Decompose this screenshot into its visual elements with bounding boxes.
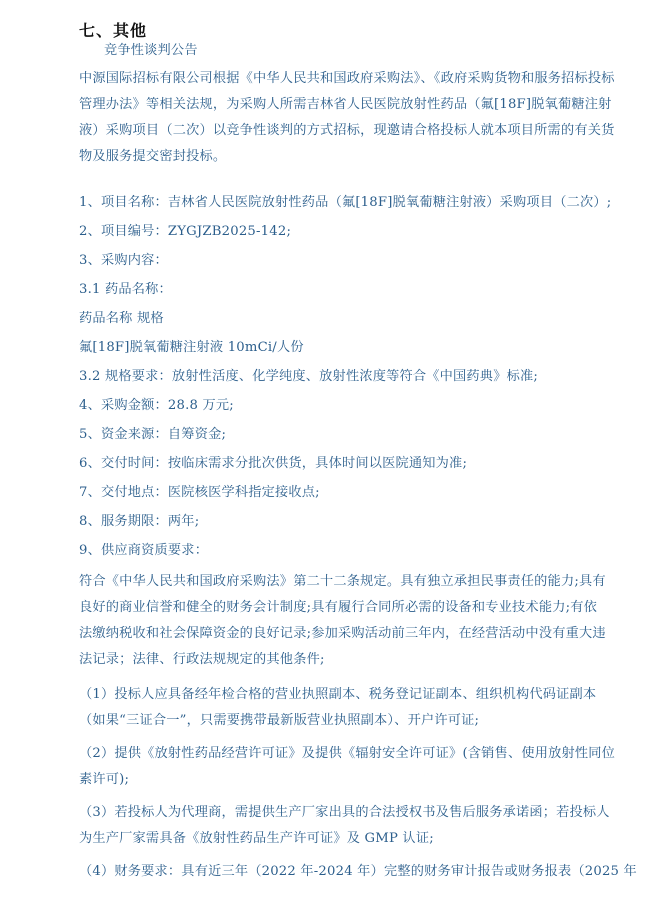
item-fund-source: 5、资金来源：自筹资金; — [79, 427, 227, 442]
item-spec-requirement: 3.2 规格要求：放射性活度、化学纯度、放射性浓度等符合《中国药典》标准; — [79, 369, 539, 384]
item-service-period: 8、服务期限：两年; — [79, 514, 200, 529]
condition-4-line-1: （4）财务要求：具有近三年（2022 年-2024 年）完整的财务审计报告或财务报表（2025 年 — [79, 864, 637, 879]
item-amount: 4、采购金额：28.8 万元; — [79, 398, 234, 413]
intro-line-4: 物及服务提交密封投标。 — [79, 149, 227, 164]
condition-1-line-1: （1）投标人应具备经年检合格的营业执照副本、税务登记证副本、组织机构代码证副本 — [79, 687, 597, 702]
intro-line-2: 管理办法》等相关法规，为采购人所需吉林省人民医院放射性药品（氟[18F]脱氧葡糖注射 — [79, 97, 612, 112]
section-heading: 七、其他 — [79, 21, 148, 40]
qualification-line-2: 良好的商业信誉和健全的财务会计制度;具有履行合同所必需的设备和专业技术能力;有依 — [79, 600, 598, 615]
condition-2-line-1: （2）提供《放射性药品经营许可证》及提供《辐射安全许可证》(含销售、使用放射性同位 — [79, 746, 616, 761]
qualification-line-3: 法缴纳税收和社会保障资金的良好记录;参加采购活动前三年内，在经营活动中没有重大违 — [79, 626, 606, 641]
intro-line-1: 中源国际招标有限公司根据《中华人民共和国政府采购法》、《政府采购货物和服务招标投标 — [79, 71, 615, 86]
drug-table-header: 药品名称 规格 — [79, 311, 164, 326]
item-delivery-location: 7、交付地点：医院核医学科指定接收点; — [79, 485, 320, 500]
item-delivery-time: 6、交付时间：按临床需求分批次供货，具体时间以医院通知为准; — [79, 456, 468, 471]
item-procurement-content: 3、采购内容： — [79, 253, 168, 268]
item-qualification-heading: 9、供应商资质要求： — [79, 543, 209, 558]
qualification-line-1: 符合《中华人民共和国政府采购法》第二十二条规定。具有独立承担民事责任的能力;具有 — [79, 574, 606, 589]
drug-table-row: 氟[18F]脱氧葡糖注射液 10mCi/人份 — [79, 340, 304, 355]
item-project-number: 2、项目编号：ZYGJZB2025-142; — [79, 224, 292, 239]
condition-3-line-2: 为生产厂家需具备《放射性药品生产许可证》及 GMP 认证; — [79, 831, 434, 846]
item-drug-name-heading: 3.1 药品名称： — [79, 282, 172, 297]
announcement-title: 竞争性谈判公告 — [104, 43, 198, 58]
item-project-name: 1、项目名称：吉林省人民医院放射性药品（氟[18F]脱氧葡糖注射液）采购项目（二次）; — [79, 195, 612, 210]
condition-1-line-2: （如果“三证合一”，只需要携带最新版营业执照副本）、开户许可证; — [79, 713, 480, 728]
intro-line-3: 液）采购项目（二次）以竞争性谈判的方式招标，现邀请合格投标人就本项目所需的有关货 — [79, 123, 615, 138]
condition-2-line-2: 素许可); — [79, 772, 130, 787]
qualification-line-4: 法记录；法律、行政法规规定的其他条件; — [79, 652, 325, 667]
condition-3-line-1: （3）若投标人为代理商，需提供生产厂家出具的合法授权书及售后服务承诺函；若投标人 — [79, 805, 610, 820]
